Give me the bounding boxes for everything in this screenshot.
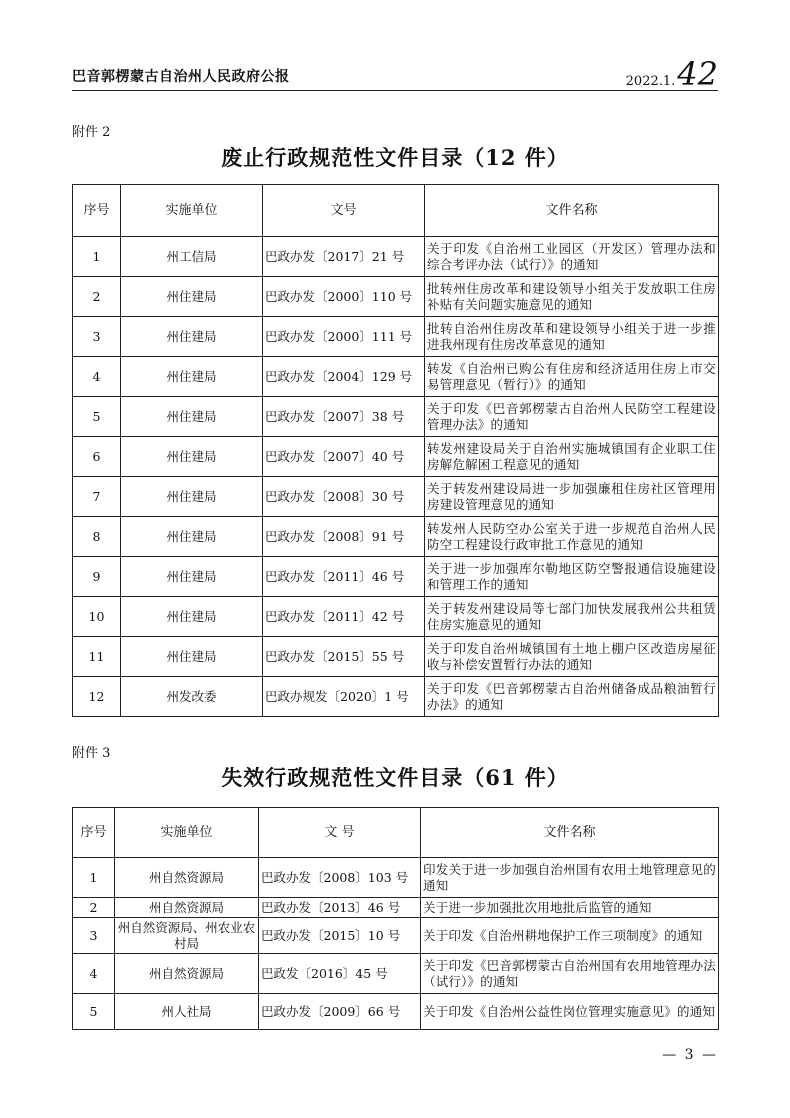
invalid-table-body [73,858,719,1030]
table-row [73,477,719,517]
cell-no: 7 [73,477,121,517]
cell-doc-name: 关于印发《自治州耕地保护工作三项制度》的通知 [421,918,719,954]
cell-doc-name: 关于转发州建设局进一步加强廉租住房社区管理用房建设管理意见的通知 [425,477,719,517]
cell-no: 3 [73,317,121,357]
cell-doc-no: 巴政办发〔2004〕129 号 [263,357,425,397]
cell-no: 8 [73,517,121,557]
cell-doc-name: 转发州建设局关于自治州实施城镇国有企业职工住房解危解困工程意见的通知 [425,437,719,477]
table-row [73,637,719,677]
cell-doc-no: 巴政办发〔2017〕21 号 [263,237,425,277]
cell-unit: 州住建局 [121,437,263,477]
cell-no: 1 [73,237,121,277]
cell-doc-name: 关于进一步加强库尔勒地区防空警报通信设施建设和管理工作的通知 [425,557,719,597]
cell-no: 5 [73,397,121,437]
attachment-label-2: 附件 2 [72,125,111,140]
cell-doc-no: 巴政办发〔2000〕111 号 [263,317,425,357]
table-row [73,858,719,898]
table-row [73,517,719,557]
cell-no: 6 [73,437,121,477]
cell-doc-no: 巴政办发〔2011〕42 号 [263,597,425,637]
table-row [73,954,719,994]
cell-unit: 州住建局 [121,277,263,317]
cell-doc-no: 巴政办发〔2000〕110 号 [263,277,425,317]
cell-doc-no: 巴政办规发〔2020〕1 号 [263,677,425,717]
cell-unit: 州住建局 [121,317,263,357]
cell-unit: 州自然资源局 [115,954,259,994]
table-row [73,994,719,1030]
cell-no: 4 [73,954,115,994]
cell-unit: 州住建局 [121,477,263,517]
cell-doc-name: 关于印发《巴音郭楞蒙古自治州国有农用地管理办法（试行）》的通知 [421,954,719,994]
cell-doc-name: 批转自治州住房改革和建设领导小组关于进一步推进我州现有住房改革意见的通知 [425,317,719,357]
col-header-doc-no: 文 号 [259,808,421,858]
page-number: — 3 — [662,1047,718,1063]
cell-unit: 州住建局 [121,637,263,677]
cell-doc-name: 关于印发《巴音郭楞蒙古自治州储备成品粮油暂行办法》的通知 [425,677,719,717]
table-header-row [73,185,719,237]
cell-unit: 州住建局 [121,597,263,637]
cell-no: 4 [73,357,121,397]
cell-unit: 州住建局 [121,557,263,597]
col-header-name: 文件名称 [425,185,719,237]
table-row [73,317,719,357]
cell-no: 10 [73,597,121,637]
cell-doc-name: 批转州住房改革和建设领导小组关于发放职工住房补贴有关问题实施意见的通知 [425,277,719,317]
cell-doc-no: 巴政办发〔2008〕91 号 [263,517,425,557]
cell-unit: 州发改委 [121,677,263,717]
table-row [73,597,719,637]
table-row [73,237,719,277]
cell-no: 2 [73,898,115,918]
repealed-docs-table [72,184,719,717]
col-header-unit: 实施单位 [115,808,259,858]
issue-number: 42 [677,55,718,93]
table-header-row [73,808,719,858]
section-title-repealed: 废止行政规范性文件目录（12 件） [221,145,569,170]
cell-doc-no: 巴政办发〔2007〕38 号 [263,397,425,437]
repealed-table-body [73,237,719,717]
table-row [73,437,719,477]
table-row [73,277,719,317]
cell-doc-name: 关于转发州建设局等七部门加快发展我州公共租赁住房实施意见的通知 [425,597,719,637]
cell-doc-name: 关于印发《巴音郭楞蒙古自治州人民防空工程建设管理办法》的通知 [425,397,719,437]
cell-doc-name: 转发《自治州已购公有住房和经济适用住房上市交易管理意见（暂行）》的通知 [425,357,719,397]
cell-unit: 州自然资源局 [115,858,259,898]
table-row [73,557,719,597]
cell-no: 12 [73,677,121,717]
col-header-no: 序号 [73,808,115,858]
cell-doc-no: 巴政办发〔2013〕46 号 [259,898,421,918]
cell-no: 5 [73,994,115,1030]
cell-doc-name: 关于印发《自治州公益性岗位管理实施意见》的通知 [421,994,719,1030]
section-title-invalid: 失效行政规范性文件目录（61 件） [221,765,569,790]
cell-no: 1 [73,858,115,898]
table-row [73,357,719,397]
cell-doc-no: 巴政办发〔2009〕66 号 [259,994,421,1030]
cell-doc-no: 巴政办发〔2007〕40 号 [263,437,425,477]
cell-doc-no: 巴政办发〔2015〕10 号 [259,918,421,954]
cell-doc-name: 关于进一步加强批次用地批后监管的通知 [421,898,719,918]
cell-unit: 州住建局 [121,357,263,397]
cell-no: 11 [73,637,121,677]
issue-info [625,55,718,93]
table-row [73,677,719,717]
cell-doc-no: 巴政办发〔2011〕46 号 [263,557,425,597]
cell-doc-name: 关于印发《自治州工业园区（开发区）管理办法和综合考评办法（试行）》的通知 [425,237,719,277]
col-header-doc-no: 文号 [263,185,425,237]
cell-unit: 州自然资源局 [115,898,259,918]
cell-doc-no: 巴政办发〔2015〕55 号 [263,637,425,677]
cell-no: 9 [73,557,121,597]
cell-no: 3 [73,918,115,954]
cell-unit: 州自然资源局、州农业农村局 [115,918,259,954]
cell-no: 2 [73,277,121,317]
cell-doc-no: 巴政办发〔2008〕30 号 [263,477,425,517]
cell-doc-name: 关于印发自治州城镇国有土地上棚户区改造房屋征收与补偿安置暂行办法的通知 [425,637,719,677]
cell-unit: 州工信局 [121,237,263,277]
attachment-label-3: 附件 3 [72,746,111,761]
cell-unit: 州人社局 [115,994,259,1030]
issue-date: 2022.1. [625,74,676,89]
invalid-docs-table [72,807,719,1030]
col-header-unit: 实施单位 [121,185,263,237]
col-header-no: 序号 [73,185,121,237]
table-row [73,918,719,954]
table-row [73,898,719,918]
cell-unit: 州住建局 [121,397,263,437]
cell-doc-name: 转发州人民防空办公室关于进一步规范自治州人民防空工程建设行政审批工作意见的通知 [425,517,719,557]
cell-doc-no: 巴政办发〔2008〕103 号 [259,858,421,898]
cell-unit: 州住建局 [121,517,263,557]
gazette-title: 巴音郭楞蒙古自治州人民政府公报 [72,69,290,85]
cell-doc-name: 印发关于进一步加强自治州国有农用土地管理意见的通知 [421,858,719,898]
page-header [72,55,718,93]
cell-doc-no: 巴政发〔2016〕45 号 [259,954,421,994]
table-row [73,397,719,437]
col-header-name: 文件名称 [421,808,719,858]
